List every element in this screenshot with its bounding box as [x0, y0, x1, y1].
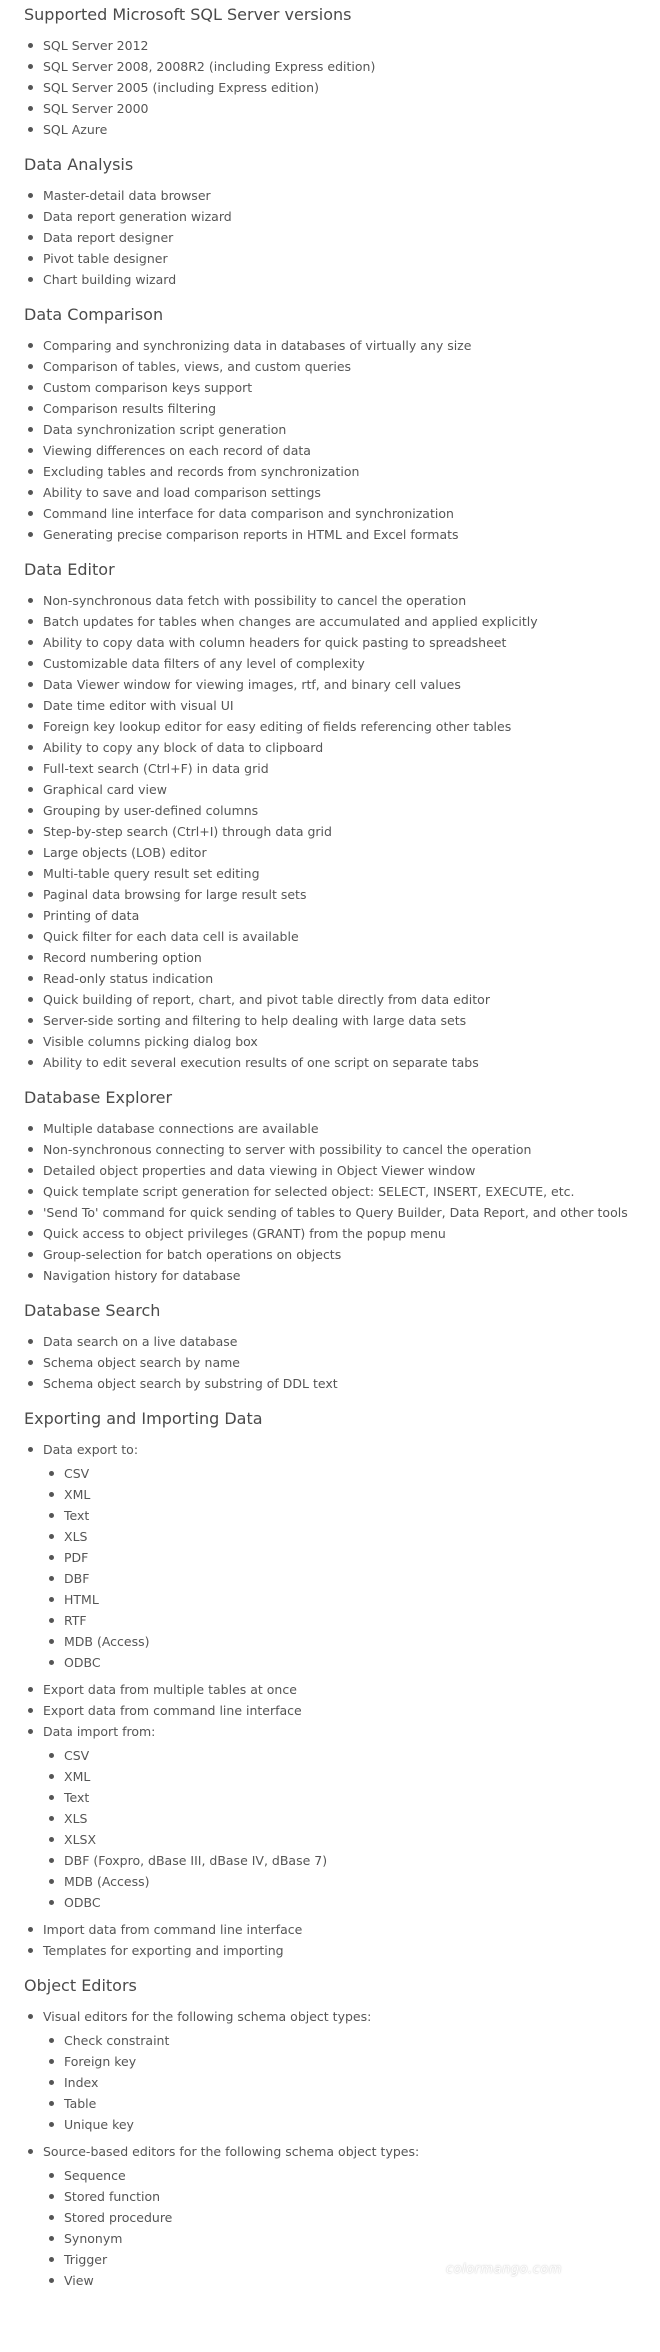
feature-text: Data export to:: [43, 1442, 139, 1457]
feature-list-item: [24, 653, 636, 674]
feature-text: Data report designer: [43, 230, 174, 245]
feature-list-item: [24, 503, 636, 524]
format-list-item: MDB (Access): [43, 1871, 636, 1892]
feature-list-item: [24, 905, 636, 926]
feature-list: [24, 1118, 636, 1286]
feature-list-item: [24, 800, 636, 821]
feature-list: [24, 1331, 636, 1394]
feature-list-item: [24, 1919, 636, 1940]
feature-list-item: [24, 1352, 636, 1373]
feature-text: Read-only status indication: [43, 971, 214, 986]
format-list-item: Stored procedure: [43, 2207, 636, 2228]
format-list-item: CSV: [43, 1745, 636, 1766]
feature-text: Visible columns picking dialog box: [43, 1034, 258, 1049]
feature-text: Master-detail data browser: [43, 188, 211, 203]
feature-list-item: [24, 356, 636, 377]
feature-list-item: [24, 56, 636, 77]
feature-list-item: [24, 1721, 636, 1913]
feature-list-item: [24, 1052, 636, 1073]
feature-list: [24, 1439, 636, 1961]
feature-list-item: [24, 1940, 636, 1961]
feature-list: [24, 2006, 636, 2291]
format-list-item: Text: [43, 1787, 636, 1808]
feature-text: Templates for exporting and importing: [43, 1943, 284, 1958]
feature-text: Ability to save and load comparison settings: [43, 485, 321, 500]
feature-text: Navigation history for database: [43, 1268, 241, 1283]
feature-list-item: [24, 185, 636, 206]
feature-list: [24, 35, 636, 140]
watermark-logo: colormango.com: [446, 2262, 562, 2277]
format-list-item: Stored function: [43, 2186, 636, 2207]
feature-list-item: [24, 119, 636, 140]
feature-list-item: [24, 482, 636, 503]
format-list-item: Table: [43, 2093, 636, 2114]
feature-text: SQL Server 2008, 2008R2 (including Express edition): [43, 59, 376, 74]
feature-list-item: [24, 1223, 636, 1244]
feature-list-item: [24, 1331, 636, 1352]
feature-list-item: [24, 737, 636, 758]
feature-list-item: [24, 611, 636, 632]
feature-list: [24, 185, 636, 290]
feature-list-item: [24, 248, 636, 269]
format-sublist: [43, 2030, 636, 2135]
feature-text: Multiple database connections are available: [43, 1121, 319, 1136]
feature-text: Non-synchronous connecting to server with possibility to cancel the operation: [43, 1142, 532, 1157]
feature-text: Ability to copy any block of data to clipboard: [43, 740, 324, 755]
feature-list-item: [24, 1031, 636, 1052]
feature-list-item: [24, 968, 636, 989]
feature-list-item: [24, 884, 636, 905]
format-list-item: XML: [43, 1484, 636, 1505]
format-list-item: XLS: [43, 1526, 636, 1547]
feature-text: Data report generation wizard: [43, 209, 232, 224]
feature-list-item: [24, 1679, 636, 1700]
feature-text: Schema object search by name: [43, 1355, 240, 1370]
feature-list-item: [24, 1265, 636, 1286]
feature-list-item: [24, 779, 636, 800]
feature-text: Customizable data filters of any level of complexity: [43, 656, 365, 671]
feature-list-item: [24, 695, 636, 716]
feature-text: Command line interface for data comparison and synchronization: [43, 506, 454, 521]
feature-list-item: [24, 758, 636, 779]
section-heading: Database Search: [24, 1301, 161, 1320]
feature-text: Ability to edit several execution results of one script on separate tabs: [43, 1055, 479, 1070]
feature-text: Group-selection for batch operations on objects: [43, 1247, 342, 1262]
feature-text: Generating precise comparison reports in HTML and Excel formats: [43, 527, 459, 542]
feature-text: Non-synchronous data fetch with possibility to cancel the operation: [43, 593, 467, 608]
feature-text: Pivot table designer: [43, 251, 168, 266]
feature-text: SQL Server 2005 (including Express edition): [43, 80, 319, 95]
feature-text: Date time editor with visual UI: [43, 698, 234, 713]
feature-list-item: [24, 398, 636, 419]
feature-text: Full-text search (Ctrl+F) in data grid: [43, 761, 269, 776]
format-list-item: Check constraint: [43, 2030, 636, 2051]
section-heading: Object Editors: [24, 1976, 137, 1995]
feature-text: Printing of data: [43, 908, 140, 923]
feature-text: Comparison results filtering: [43, 401, 217, 416]
format-list-item: ODBC: [43, 1892, 636, 1913]
format-list-item: CSV: [43, 1463, 636, 1484]
format-list-item: MDB (Access): [43, 1631, 636, 1652]
feature-text: Excluding tables and records from synchronization: [43, 464, 360, 479]
feature-list-item: [24, 1139, 636, 1160]
feature-text: Multi-table query result set editing: [43, 866, 260, 881]
feature-text: Viewing differences on each record of data: [43, 443, 311, 458]
feature-list-item: [24, 377, 636, 398]
format-list-item: Index: [43, 2072, 636, 2093]
feature-list-item: [24, 842, 636, 863]
format-list-item: HTML: [43, 1589, 636, 1610]
feature-list-item: [24, 1439, 636, 1673]
feature-text: Data import from:: [43, 1724, 156, 1739]
format-list-item: ODBC: [43, 1652, 636, 1673]
feature-list-item: [24, 926, 636, 947]
feature-text: Quick building of report, chart, and pivot table directly from data editor: [43, 992, 490, 1007]
format-list-item: DBF: [43, 1568, 636, 1589]
feature-text: Data search on a live database: [43, 1334, 238, 1349]
feature-list-item: [24, 335, 636, 356]
feature-text: Detailed object properties and data viewing in Object Viewer window: [43, 1163, 476, 1178]
format-sublist: [43, 1463, 636, 1673]
feature-text: Paginal data browsing for large result sets: [43, 887, 307, 902]
feature-text: Import data from command line interface: [43, 1922, 303, 1937]
feature-text: 'Send To' command for quick sending of tables to Query Builder, Data Report, and other tools: [43, 1205, 628, 1220]
feature-text: Comparison of tables, views, and custom queries: [43, 359, 352, 374]
feature-list-item: [24, 1160, 636, 1181]
feature-list-item: [24, 2006, 636, 2135]
section-heading: Supported Microsoft SQL Server versions: [24, 5, 352, 24]
feature-list-item: [24, 674, 636, 695]
feature-list-item: [24, 524, 636, 545]
feature-text: Export data from multiple tables at once: [43, 1682, 297, 1697]
feature-list-item: [24, 461, 636, 482]
feature-text: Grouping by user-defined columns: [43, 803, 259, 818]
feature-text: Record numbering option: [43, 950, 202, 965]
feature-list-item: [24, 1202, 636, 1223]
feature-text: Server-side sorting and filtering to help dealing with large data sets: [43, 1013, 467, 1028]
feature-text: Quick filter for each data cell is available: [43, 929, 299, 944]
format-list-item: Foreign key: [43, 2051, 636, 2072]
format-sublist: [43, 1745, 636, 1913]
format-list-item: View: [43, 2270, 636, 2291]
format-list-item: DBF (Foxpro, dBase III, dBase IV, dBase 7): [43, 1850, 636, 1871]
feature-text: SQL Server 2012: [43, 38, 149, 53]
format-list-item: Sequence: [43, 2165, 636, 2186]
feature-text: Export data from command line interface: [43, 1703, 302, 1718]
feature-text: Graphical card view: [43, 782, 167, 797]
feature-list-item: [24, 77, 636, 98]
feature-list-item: [24, 821, 636, 842]
feature-list-item: [24, 1181, 636, 1202]
feature-text: Comparing and synchronizing data in databases of virtually any size: [43, 338, 472, 353]
format-list-item: Unique key: [43, 2114, 636, 2135]
format-list-item: XML: [43, 1766, 636, 1787]
feature-list-item: [24, 35, 636, 56]
feature-text: Chart building wizard: [43, 272, 177, 287]
feature-text: Ability to copy data with column headers for quick pasting to spreadsheet: [43, 635, 507, 650]
format-list-item: XLS: [43, 1808, 636, 1829]
feature-list-item: [24, 1010, 636, 1031]
feature-text: SQL Server 2000: [43, 101, 149, 116]
feature-text: Large objects (LOB) editor: [43, 845, 207, 860]
feature-list-item: [24, 1244, 636, 1265]
feature-text: SQL Azure: [43, 122, 108, 137]
feature-list-item: [24, 419, 636, 440]
feature-text: Step-by-step search (Ctrl+I) through data grid: [43, 824, 332, 839]
feature-text: Schema object search by substring of DDL text: [43, 1376, 338, 1391]
feature-text: Quick template script generation for selected object: SELECT, INSERT, EXECUTE, etc.: [43, 1184, 575, 1199]
feature-list: [24, 590, 636, 1073]
format-list-item: Text: [43, 1505, 636, 1526]
feature-list-item: [24, 1373, 636, 1394]
feature-text: Quick access to object privileges (GRANT) from the popup menu: [43, 1226, 446, 1241]
format-list-item: Trigger: [43, 2249, 636, 2270]
section-heading: Database Explorer: [24, 1088, 173, 1107]
feature-text: Data Viewer window for viewing images, rtf, and binary cell values: [43, 677, 461, 692]
feature-list-item: [24, 269, 636, 290]
feature-list-item: [24, 716, 636, 737]
format-list-item: RTF: [43, 1610, 636, 1631]
feature-list: [24, 335, 636, 545]
feature-text: Foreign key lookup editor for easy editing of fields referencing other tables: [43, 719, 512, 734]
feature-list-item: [24, 632, 636, 653]
feature-text: Visual editors for the following schema object types:: [43, 2009, 372, 2024]
section-heading: Data Editor: [24, 560, 115, 579]
format-list-item: PDF: [43, 1547, 636, 1568]
feature-text: Source-based editors for the following schema object types:: [43, 2144, 420, 2159]
feature-list-item: [24, 590, 636, 611]
feature-list-item: [24, 227, 636, 248]
section-heading: Data Analysis: [24, 155, 134, 174]
feature-list-item: [24, 440, 636, 461]
feature-list-item: [24, 863, 636, 884]
feature-text: Custom comparison keys support: [43, 380, 253, 395]
section-heading: Exporting and Importing Data: [24, 1409, 263, 1428]
feature-text: Batch updates for tables when changes are accumulated and applied explicitly: [43, 614, 538, 629]
feature-list-item: [24, 947, 636, 968]
feature-list-item: [24, 206, 636, 227]
feature-list-item: [24, 1700, 636, 1721]
format-list-item: Synonym: [43, 2228, 636, 2249]
feature-list-item: [24, 989, 636, 1010]
feature-list-item: [24, 98, 636, 119]
feature-list-item: [24, 1118, 636, 1139]
section-heading: Data Comparison: [24, 305, 164, 324]
format-list-item: XLSX: [43, 1829, 636, 1850]
feature-text: Data synchronization script generation: [43, 422, 287, 437]
